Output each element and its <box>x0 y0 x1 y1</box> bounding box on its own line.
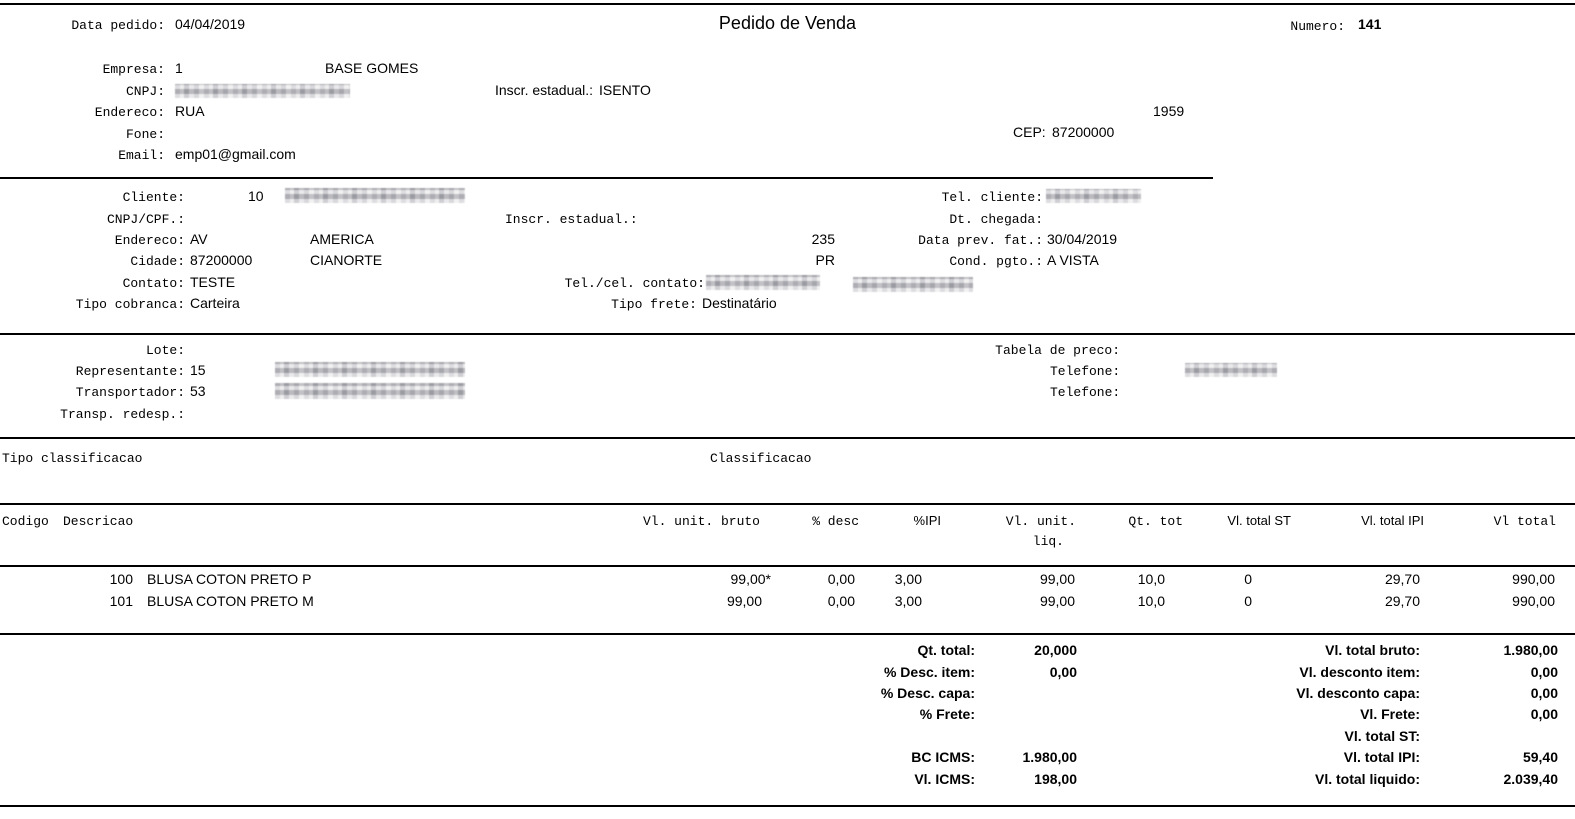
total-value: 0,00 <box>1049 664 1077 680</box>
cliente-endereco-nome: AMERICA <box>310 231 374 247</box>
cond-pgto-value: A VISTA <box>1047 252 1099 268</box>
data-pedido-value: 04/04/2019 <box>175 16 246 32</box>
cliente-label: Cliente: <box>122 190 185 205</box>
cliente-code: 10 <box>248 188 264 204</box>
total-label: % Desc. item: <box>883 664 975 680</box>
item-qt-tot: 10,0 <box>1137 571 1165 587</box>
tipo-frete-value: Destinatário <box>702 295 777 311</box>
empresa-cnpj-label: CNPJ: <box>125 84 165 99</box>
col-header-perc-ipi: %IPI <box>913 513 941 528</box>
redacted-tel-contato-2 <box>853 277 973 292</box>
redacted-cliente-name <box>285 188 465 203</box>
empresa-endereco-numero: 1959 <box>1153 103 1185 119</box>
empresa-email-value: emp01@gmail.com <box>175 146 296 162</box>
item-vl-total-st: 0 <box>1244 593 1252 609</box>
col-header-vl-unit-liq-line2: liq. <box>1032 534 1064 549</box>
item-vl-total-ipi: 29,70 <box>1384 571 1420 587</box>
cidade-cep: 87200000 <box>190 252 253 268</box>
transportador-label: Transportador: <box>75 385 185 400</box>
item-vl-unit-bruto: 99,00* <box>730 571 771 587</box>
redacted-representante-name <box>275 362 465 377</box>
total-value: 0,00 <box>1530 706 1558 722</box>
total-value: 1.980,00 <box>1022 749 1077 765</box>
data-pedido-label: Data pedido: <box>71 18 165 33</box>
cliente-endereco-numero: 235 <box>811 231 835 247</box>
item-perc-ipi: 3,00 <box>894 593 922 609</box>
col-header-vl-total: Vl total <box>1493 514 1556 529</box>
col-header-vl-unit-bruto: Vl. unit. bruto <box>642 514 760 529</box>
tipo-cobranca-value: Carteira <box>190 295 240 311</box>
item-vl-unit-liq: 99,00 <box>1039 593 1075 609</box>
representante-label: Representante: <box>75 364 185 379</box>
empresa-code: 1 <box>175 60 183 76</box>
tabela-preco-label: Tabela de preco: <box>995 343 1120 358</box>
item-vl-total-ipi: 29,70 <box>1384 593 1420 609</box>
redacted-transportador-name <box>275 383 465 399</box>
item-vl-unit-liq: 99,00 <box>1039 571 1075 587</box>
rule-items-top <box>0 503 1575 505</box>
total-value: 0,00 <box>1530 685 1558 701</box>
tel-cliente-label: Tel. cliente: <box>941 190 1043 205</box>
redacted-empresa-cnpj <box>175 84 350 98</box>
representante-code: 15 <box>190 362 206 378</box>
item-descricao: BLUSA COTON PRETO M <box>147 593 314 609</box>
col-header-vl-total-ipi: Vl. total IPI <box>1361 513 1424 528</box>
cidade-label: Cidade: <box>130 254 185 269</box>
rule-items-bottom <box>0 633 1575 635</box>
total-label: Vl. total IPI: <box>1343 749 1420 765</box>
item-vl-unit-bruto: 99,00 <box>726 593 762 609</box>
transportador-code: 53 <box>190 383 206 399</box>
tel-cel-contato-label: Tel./cel. contato: <box>564 276 705 291</box>
empresa-endereco-value: RUA <box>175 103 205 119</box>
col-header-codigo: Codigo <box>2 514 49 529</box>
total-label: BC ICMS: <box>911 749 975 765</box>
total-label: Qt. total: <box>917 642 975 658</box>
empresa-name: BASE GOMES <box>325 60 419 76</box>
cliente-inscr-estadual-label: Inscr. estadual.: <box>505 212 638 227</box>
item-vl-total-st: 0 <box>1244 571 1252 587</box>
telefone1-label: Telefone: <box>1050 364 1121 379</box>
total-label: Vl. total bruto: <box>1325 642 1420 658</box>
total-label: Vl. desconto capa: <box>1296 685 1420 701</box>
cliente-endereco-tipo: AV <box>190 231 208 247</box>
item-vl-total: 990,00 <box>1512 593 1555 609</box>
cliente-uf: PR <box>815 252 835 268</box>
item-perc-desc: 0,00 <box>827 593 855 609</box>
telefone2-label: Telefone: <box>1050 385 1121 400</box>
col-header-vl-total-st: Vl. total ST <box>1227 513 1291 528</box>
item-perc-ipi: 3,00 <box>894 571 922 587</box>
total-label: Vl. total ST: <box>1344 728 1420 744</box>
item-descricao: BLUSA COTON PRETO P <box>147 571 312 587</box>
tipo-frete-label: Tipo frete: <box>611 297 697 312</box>
col-header-descricao: Descricao <box>63 514 134 529</box>
rule-expedicao <box>0 437 1575 439</box>
col-header-vl-unit-liq-line1: Vl. unit. <box>1005 514 1076 529</box>
total-label: Vl. Frete: <box>1360 706 1420 722</box>
rule-cliente <box>0 333 1575 335</box>
rule-bottom <box>0 805 1575 807</box>
dt-chegada-label: Dt. chegada: <box>949 212 1043 227</box>
redacted-tel-cliente <box>1046 189 1141 203</box>
total-value: 20,000 <box>1034 642 1077 658</box>
empresa-inscr-estadual-value: ISENTO <box>599 82 651 98</box>
data-prev-fat-label: Data prev. fat.: <box>918 233 1043 248</box>
empresa-inscr-estadual-label: Inscr. estadual.: <box>495 82 594 98</box>
cond-pgto-label: Cond. pgto.: <box>949 254 1043 269</box>
cnpj-cpf-label: CNPJ/CPF.: <box>106 212 185 227</box>
total-label: % Desc. capa: <box>880 685 975 701</box>
item-codigo: 100 <box>109 571 133 587</box>
empresa-email-label: Email: <box>118 148 165 163</box>
col-header-perc-desc: % desc <box>812 514 859 529</box>
total-value: 198,00 <box>1034 771 1077 787</box>
total-value: 0,00 <box>1530 664 1558 680</box>
empresa-cep-value: 87200000 <box>1052 124 1115 140</box>
numero-label: Numero: <box>1290 19 1345 34</box>
cidade-nome: CIANORTE <box>310 252 383 268</box>
empresa-label: Empresa: <box>102 62 165 77</box>
redacted-telefone1 <box>1185 363 1277 377</box>
contato-value: TESTE <box>190 274 236 290</box>
total-label: % Frete: <box>919 706 975 722</box>
empresa-endereco-label: Endereco: <box>94 105 165 120</box>
total-label: Vl. desconto item: <box>1299 664 1420 680</box>
item-codigo: 101 <box>109 593 133 609</box>
rule-empresa <box>0 177 1213 179</box>
contato-label: Contato: <box>122 276 185 291</box>
numero-value: 141 <box>1358 16 1382 32</box>
rule-items-header <box>0 565 1575 567</box>
total-label: Vl. total liquido: <box>1315 771 1420 787</box>
transp-redesp-label: Transp. redesp.: <box>60 407 185 422</box>
total-value: 2.039,40 <box>1503 771 1558 787</box>
data-prev-fat-value: 30/04/2019 <box>1047 231 1118 247</box>
total-value: 1.980,00 <box>1503 642 1558 658</box>
tipo-classificacao-label: Tipo classificacao <box>2 451 143 466</box>
item-perc-desc: 0,00 <box>827 571 855 587</box>
total-label: Vl. ICMS: <box>914 771 975 787</box>
cliente-endereco-label: Endereco: <box>114 233 185 248</box>
item-vl-total: 990,00 <box>1512 571 1555 587</box>
empresa-cep-label: CEP: <box>1013 124 1046 140</box>
classificacao-label: Classificacao <box>710 451 812 466</box>
total-value: 59,40 <box>1522 749 1558 765</box>
page-title: Pedido de Venda <box>718 13 857 33</box>
col-header-qt-tot: Qt. tot <box>1128 514 1183 529</box>
redacted-tel-contato-1 <box>706 275 820 290</box>
rule-top <box>0 3 1575 5</box>
lote-label: Lote: <box>145 343 185 358</box>
empresa-fone-label: Fone: <box>125 127 165 142</box>
tipo-cobranca-label: Tipo cobranca: <box>75 297 185 312</box>
item-qt-tot: 10,0 <box>1137 593 1165 609</box>
